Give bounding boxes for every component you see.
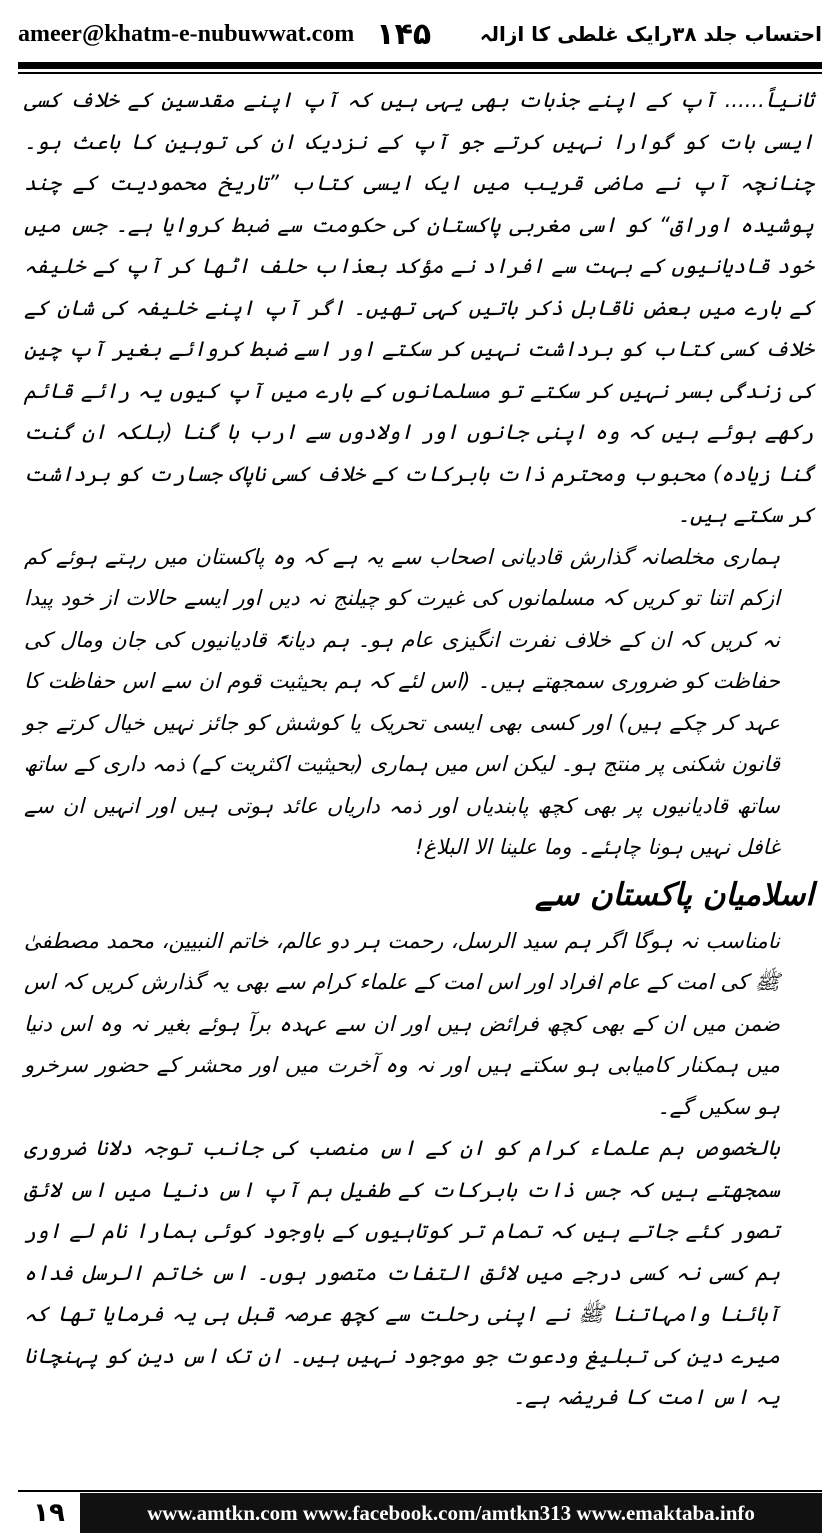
header-email: ameer@khatm-e-nubuwwat.com [18,20,355,47]
paragraph: نامناسب نہ ہوگا اگر ہم سید الرسل، رحمت ہر دو عالم، خاتم النبیین، محمد مصطفیٰ ﷺ کی امت کے عام افراد اور اس امت کے علماء کرام سے بھی یہ گذارش کریں کہ اس ضمن میں ان کے بھی کچھ فرائض ہیں اور ان سے عہدہ برآ ہوئے بغیر نہ وہ اس دنیا میں ہمکنار کامیابی ہو سکتے ہیں اور نہ وہ آخرت میں اور محشر کے حضور سرخرو ہو سکیں گے۔ [24,928,780,1119]
page-header [18,10,822,58]
running-title: احتساب جلد ۳۸رایک غلطی کا ازالہ [479,22,822,46]
paragraph: ثانیاً...... آپ کے اپنے جذبات بھی یہی ہیں کہ آپ اپنے مقدسین کے خلاف کسی ایسی بات کو گوارا نہیں کرتے جو آپ کے نزدیک ان کی توہین کا باعث ہو۔ چنانچہ آپ نے ماضی قریب میں ایک ایسی کتاب ”تاریخ محمودیت کے چند پوشیدہ اوراق“ کو اسی مغربی پاکستان کی حکومت سے ضبط کروایا ہے۔ جس میں خود قادیانیوں کے بہت سے افراد نے مؤکد بعذاب حلف اٹھا کر آپ کے خلیفہ کے بارے میں بعض ناقابل ذکر باتیں کہی تھیں۔ اگر آپ اپنے خلیفہ کی شان کے خلاف کسی کتاب کو برداشت نہیں کر سکتے اور اسے ضبط کروائے بغیر آپ چین کی زندگی بسر نہیں کر سکتے تو مسلمانوں کے بارے میں آپ کیوں یہ رائے قائم رکھے ہوئے ہیں کہ وہ اپنی جانوں اور اولادوں سے ارب ہا گنا (بلکہ ان گنت گنا زیادہ) محبوب ومحترم ذات بابرکات کے خلاف کسی ناپاک جسارت کو برداشت کر سکتے ہیں۔ [24,88,814,527]
header-rule-thick [18,62,822,69]
header-rule-thin [18,72,822,74]
page-body [24,80,814,1419]
paragraph: بالخصوص ہم علماء کرام کو ان کے اس منصب کی جانب توجہ دلانا ضروری سمجھتے ہیں کہ جس ذات بابرکات کے طفیل ہم آپ اس دنیا میں اس لائق تصور کئے جاتے ہیں کہ تمام تر کوتاہیوں کے باوجود کوئی ہمارا نام لے اور ہم کسی نہ کسی درجے میں لائق التفات متصور ہوں۔ اس خاتم الرسل فداہ آبائنا وامہاتنا ﷺ نے اپنی رحلت سے کچھ عرصہ قبل ہی یہ فرمایا تھا کہ میرے دین کی تبلیغ ودعوت جو موجود نہیں ہیں۔ ان تک اس دین کو پہنچانا یہ اس امت کا فریضہ ہے۔ [24,1136,780,1409]
header-left [18,17,431,52]
section-heading: اسلامیان پاکستان سے [534,876,814,913]
page-footer [18,1490,822,1534]
paragraph: ہماری مخلصانہ گذارش قادیانی اصحاب سے یہ ہے کہ وہ پاکستان میں رہتے ہوئے کم ازکم اتنا تو کریں کہ مسلمانوں کی غیرت کو چیلنج نہ دیں اور ایسے حالات از خود پیدا نہ کریں کہ ان کے خلاف نفرت انگیزی عام ہو۔ ہم دیانۃً قادیانیوں کی جان ومال کی حفاظت کو ضروری سمجھتے ہیں۔ (اس لئے کہ ہم بحیثیت قوم ان سے اس حفاظت کا عہد کر چکے ہیں) اور کسی بھی ایسی تحریک یا کوشش کو جائز نہیں خیال کرتے جو قانون شکنی پر منتج ہو۔ لیکن اس میں ہماری (بحیثیت اکثریت کے) ذمہ داری کے ساتھ ساتھ قادیانیوں پر بھی کچھ پابندیاں اور ذمہ داریاں عائد ہوتی ہیں اور انہیں ان سے غافل نہیں ہونا چاہئے۔ وما علینا الا البلاغ! [24,544,780,859]
footer-page-number: ۱۹ [33,1498,65,1528]
footer-links: www.amtkn.com www.facebook.com/amtkn313 www.emaktaba.info [80,1493,822,1533]
header-page-number: ۱۴۵ [376,16,432,52]
